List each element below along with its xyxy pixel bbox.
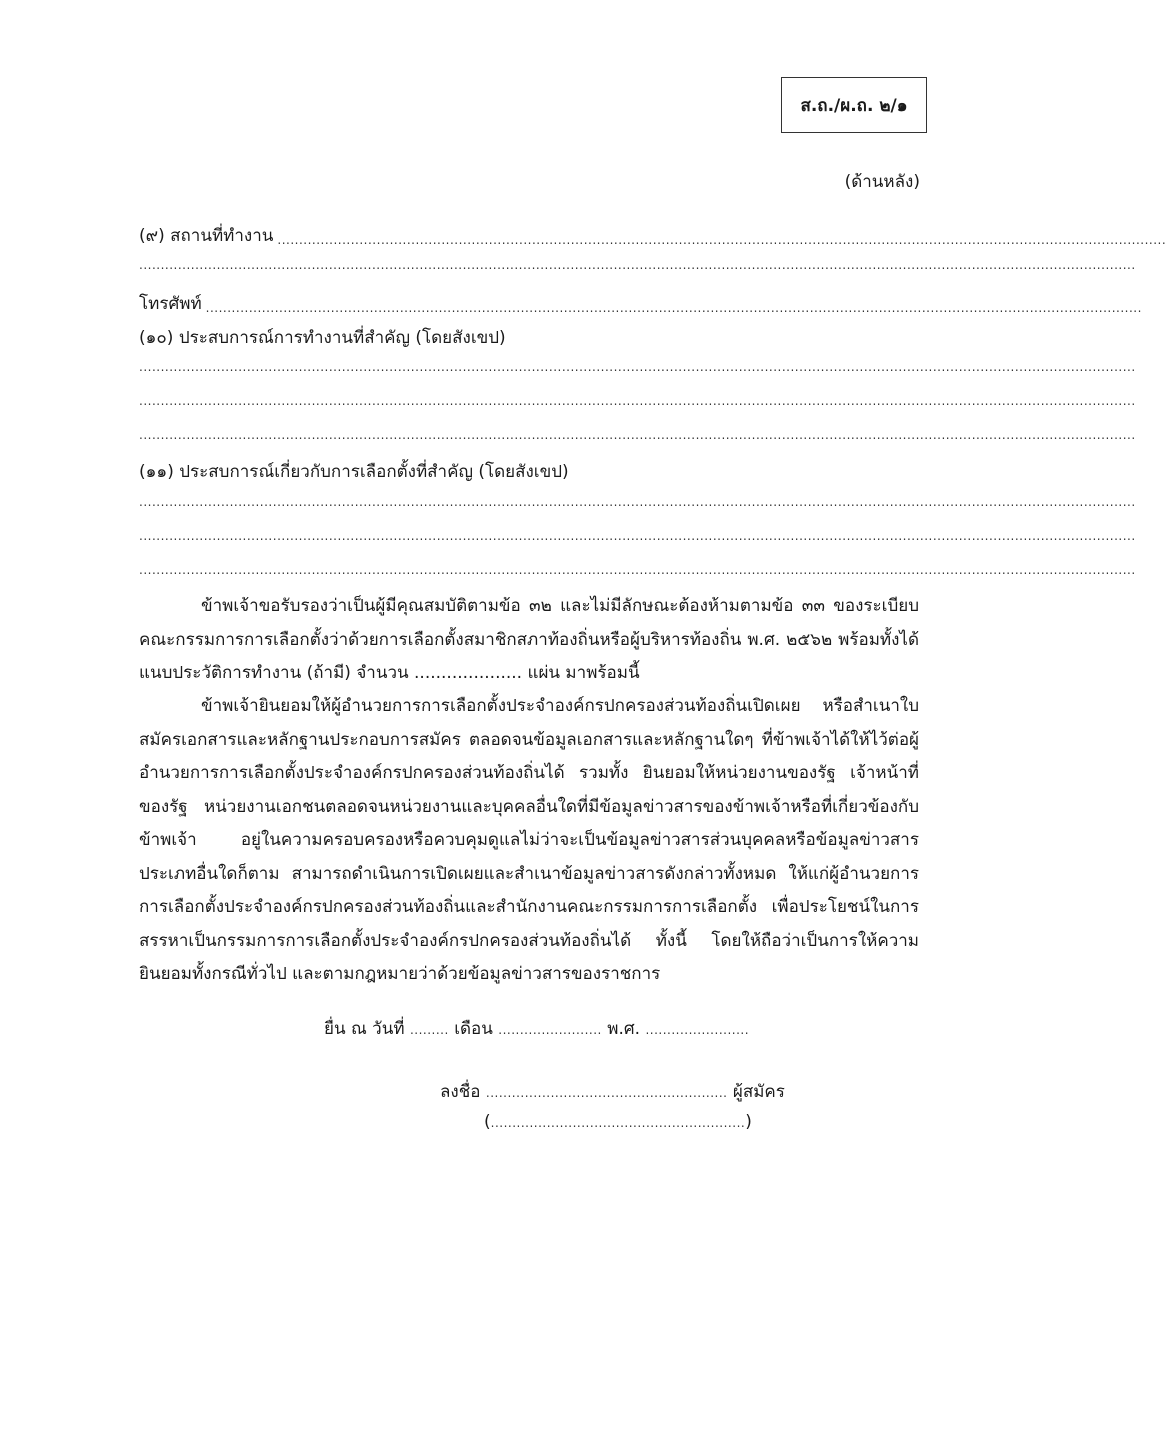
consent-text: ข้าพเจ้ายินยอมให้ผู้อำนวยการการเลือกตั้งประจำองค์กรปกครองส่วนท้องถิ่นเปิดเผย หรือสำเนาใบสมัครเอกสารและหลักฐานประกอบการสมัคร ตลอดจนข้อมูลเอกสารและหลักฐานใดๆ ที่ข้าพเจ้าได้ให้ไว้ต่อผู้อำนวยการการเลือกตั้งประจำองค์กรปกครองส่วนท้องถิ่นได้ รวมทั้ง ยินยอมให้หน่วยงานของรัฐ เจ้าหน้าที่ของรัฐ หน่วยงานเอกชนตลอดจนหน่วยงานและบุคคลอื่นใดที่มีข้อมูลข่าวสารของข้าพเจ้าหรือที่เกี่ยวข้องกับข้าพเจ้า อยู่ในความครอบครองหรือควบคุมดูแลไม่ว่าจะเป็นข้อมูลข่าวสารส่วนบุคคลหรือข้อมูลข่าวสารประเภทอื่นใดก็ตาม สามารถดำเนินการเปิดเผยและสำเนาข้อมูลข่าวสารดังกล่าวทั้งหมด ให้แก่ผู้อำนวยการการเลือกตั้งประจำองค์กรปกครองส่วนท้องถิ่นและสำนักงานคณะกรรมการการเลือกตั้ง เพื่อประโยชน์ในการสรรหาเป็นกรรมการการเลือกตั้งประจำองค์กรปกครองส่วนท้องถิ่นได้ ทั้งนี้ โดยให้ถือว่าเป็นการให้ความยินยอมทั้งกรณีทั่วไป และตามกฎหมายว่าด้วยข้อมูลข่าวสารของราชการ [139,696,919,984]
name-close-paren: ) [745,1112,752,1132]
workplace-line-2 [139,256,1136,274]
consent-paragraph [139,690,919,992]
phone-row [139,290,1142,317]
sign-label: ลงชื่อ [440,1082,481,1102]
election-experience-field-3[interactable]: ....................................................................................................................................................................................................................................... [139,563,1136,577]
side-label: (ด้านหลัง) [844,172,920,192]
printed-name-field[interactable]: ........................................................... [490,1116,746,1130]
election-experience-line-2 [139,527,1136,545]
work-experience-row [139,324,916,351]
phone-field[interactable]: ......................................................................................................................................................................................................................... [205,301,1142,315]
election-experience-field-2[interactable]: ....................................................................................................................................................................................................................................... [139,529,1136,543]
year-label: พ.ศ. [607,1019,641,1039]
work-experience-field-1[interactable]: ....................................................................................................................................................................................................................................... [139,360,1136,374]
submission-date-line [324,1015,749,1042]
form-code: ส.ถ./ผ.ถ. ๒/๑ [800,95,908,116]
certification-paragraph [139,590,919,691]
work-experience-line-3 [139,426,1136,444]
work-experience-line-2 [139,392,1136,410]
certification-text: ข้าพเจ้าขอรับรองว่าเป็นผู้มีคุณสมบัติตามข้อ ๓๒ และไม่มีลักษณะต้องห้ามตามข้อ ๓๓ ของระเบียบคณะกรรมการการเลือกตั้งว่าด้วยการเลือกตั้งสมาชิกสภาท้องถิ่นหรือผู้บริหารท้องถิ่น พ.ศ. ๒๕๖๒ พร้อมทั้งได้แนบประวัติการทำงาน (ถ้ามี) จำนวน .................... แผ่น มาพร้อมนี้ [139,596,919,683]
form-code-box [781,77,927,133]
election-experience-row [139,458,916,485]
printed-name-line [484,1112,752,1132]
election-experience-label: (๑๑) ประสบการณ์เกี่ยวกับการเลือกตั้งที่สำคัญ (โดยสังเขป) [139,462,569,482]
workplace-row [139,222,1166,249]
election-experience-line-1 [139,493,1136,511]
phone-label: โทรศัพท์ [139,294,202,314]
month-label: เดือน [454,1019,493,1039]
workplace-label: (๙) สถานที่ทำงาน [139,226,274,246]
month-field[interactable]: ........................ [498,1023,602,1037]
work-experience-label: (๑๐) ประสบการณ์การทำงานที่สำคัญ (โดยสังเขป) [139,328,506,348]
workplace-field[interactable]: .............................................................................................................................................................................................................. [277,233,1166,247]
day-field[interactable]: ......... [409,1023,449,1037]
signature-line [440,1078,785,1105]
signature-field[interactable]: ........................................................ [485,1086,728,1100]
election-experience-field-1[interactable]: ....................................................................................................................................................................................................................................... [139,495,1136,509]
applicant-label: ผู้สมัคร [732,1082,785,1102]
work-experience-line-1 [139,358,1136,376]
submitted-at-label: ยื่น ณ วันที่ [324,1019,405,1039]
year-field[interactable]: ........................ [645,1023,750,1037]
name-open-paren: ( [484,1112,491,1132]
election-experience-line-3 [139,561,1136,579]
work-experience-field-3[interactable]: ....................................................................................................................................................................................................................................... [139,428,1136,442]
work-experience-field-2[interactable]: ....................................................................................................................................................................................................................................... [139,394,1136,408]
workplace-field-2[interactable]: ....................................................................................................................................................................................................................................... [139,258,1136,272]
